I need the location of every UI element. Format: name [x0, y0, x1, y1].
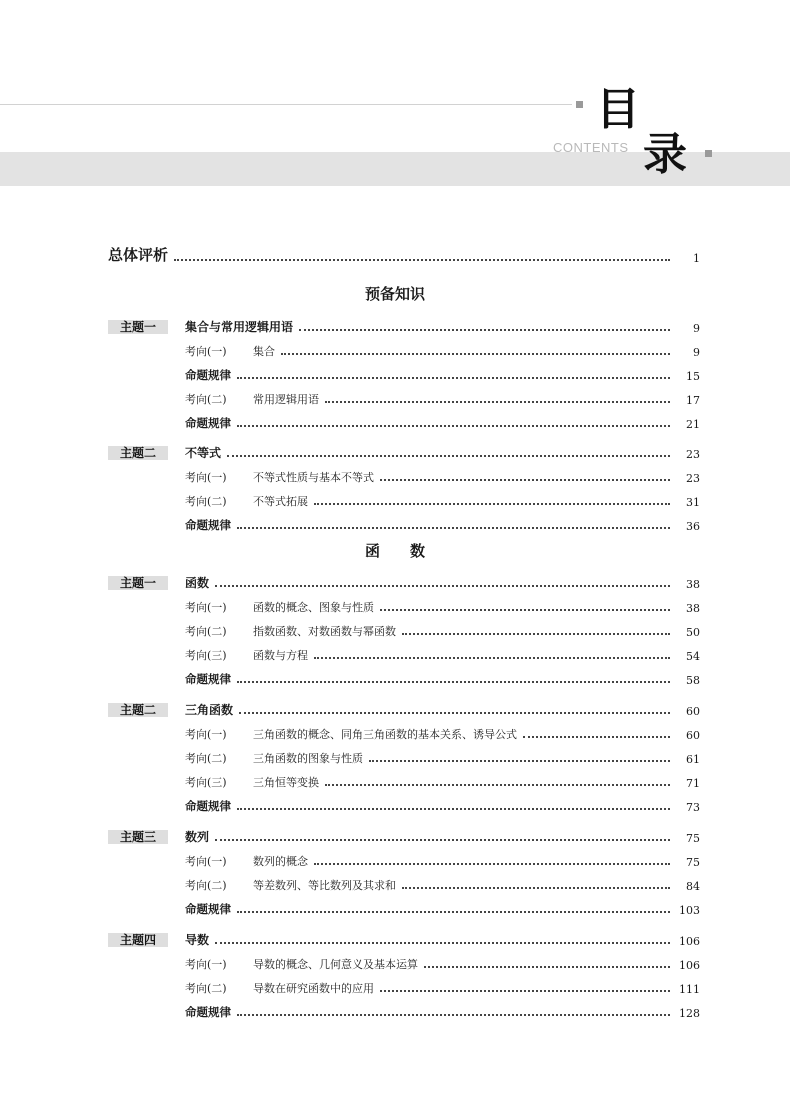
toc-overview-entry[interactable] — [108, 247, 700, 265]
leader-dots — [402, 887, 670, 889]
rule-label: 命题规律 — [185, 799, 231, 813]
rule-label: 命题规律 — [185, 518, 231, 532]
rule-label: 命题规律 — [185, 1005, 231, 1019]
direction-text: 不等式拓展 — [253, 495, 308, 508]
leader-dots — [314, 657, 670, 659]
toc-rule-entry[interactable] — [185, 1002, 700, 1020]
page-number: 128 — [679, 1007, 700, 1020]
toc-direction-entry[interactable] — [185, 467, 700, 485]
leader-dots — [237, 1014, 670, 1016]
rule-label: 命题规律 — [185, 416, 231, 430]
page-number: 23 — [686, 448, 700, 461]
toc-direction-entry[interactable] — [185, 341, 700, 359]
toc-rule-entry[interactable] — [185, 365, 700, 383]
toc-direction-entry[interactable] — [185, 748, 700, 766]
toc-direction-entry[interactable] — [185, 597, 700, 615]
page-number: 71 — [686, 777, 700, 790]
section-title-text: 函 数 — [364, 542, 425, 560]
direction-number: 考向(二) — [185, 625, 227, 638]
page-number: 15 — [686, 370, 700, 383]
leader-dots — [314, 503, 670, 505]
leader-dots — [215, 942, 670, 944]
direction-label — [185, 493, 308, 509]
direction-text: 指数函数、对数函数与幂函数 — [253, 625, 396, 638]
page-number: 75 — [686, 832, 700, 845]
direction-number: 考向(二) — [185, 393, 227, 406]
leader-dots — [523, 736, 670, 738]
toc-topic-entry[interactable] — [185, 317, 700, 335]
page-number: 38 — [686, 602, 700, 615]
direction-text: 数列的概念 — [253, 855, 308, 868]
toc-direction-entry[interactable] — [185, 851, 700, 869]
header-square-marker — [576, 101, 583, 108]
direction-label — [185, 750, 363, 766]
direction-text: 集合 — [253, 345, 275, 358]
topic-title: 不等式 — [185, 446, 222, 460]
page-number: 60 — [686, 729, 700, 742]
topic-title: 集合与常用逻辑用语 — [185, 320, 294, 334]
topic-badge: 主题三 — [108, 830, 168, 844]
page-number: 23 — [686, 472, 700, 485]
page-number: 9 — [693, 322, 700, 335]
topic-badge: 主题四 — [108, 933, 168, 947]
page-number: 54 — [686, 650, 700, 663]
direction-text: 导数在研究函数中的应用 — [253, 982, 374, 995]
direction-label — [185, 647, 308, 663]
page-number: 106 — [679, 959, 700, 972]
direction-label — [185, 343, 275, 359]
toc-direction-entry[interactable] — [185, 645, 700, 663]
direction-label — [185, 469, 374, 485]
page-number: 38 — [686, 578, 700, 591]
page-number: 61 — [686, 753, 700, 766]
direction-text: 等差数列、等比数列及其求和 — [253, 879, 396, 892]
topic-badge: 主题二 — [108, 703, 168, 717]
direction-text: 不等式性质与基本不等式 — [253, 471, 374, 484]
toc-topic-entry[interactable] — [185, 573, 700, 591]
direction-text: 函数与方程 — [253, 649, 308, 662]
direction-text: 函数的概念、图象与性质 — [253, 601, 374, 614]
leader-dots — [299, 329, 670, 331]
toc-rule-entry[interactable] — [185, 899, 700, 917]
page-number: 75 — [686, 856, 700, 869]
toc-topic-entry[interactable] — [185, 930, 700, 948]
leader-dots — [380, 609, 670, 611]
page-number: 111 — [679, 983, 700, 996]
page-number: 103 — [679, 904, 700, 917]
rule-label: 命题规律 — [185, 902, 231, 916]
direction-number: 考向(二) — [185, 879, 227, 892]
toc-rule-entry[interactable] — [185, 669, 700, 687]
leader-dots — [237, 527, 670, 529]
header-title-char-1: 目 — [596, 84, 640, 135]
rule-label: 命题规律 — [185, 672, 231, 686]
header-subtitle: CONTENTS — [553, 140, 629, 155]
direction-number: 考向(一) — [185, 958, 227, 971]
page-number: 1 — [693, 252, 700, 265]
direction-label — [185, 877, 396, 893]
section-title-text: 预备知识 — [364, 285, 425, 303]
direction-text: 三角函数的图象与性质 — [253, 752, 363, 765]
topic-badge: 主题一 — [108, 576, 168, 590]
toc-topic-entry[interactable] — [185, 443, 700, 461]
toc-rule-entry[interactable] — [185, 515, 700, 533]
toc-overview-label: 总体评析 — [108, 246, 169, 264]
leader-dots — [281, 353, 670, 355]
direction-number: 考向(一) — [185, 471, 227, 484]
topic-badge: 主题一 — [108, 320, 168, 334]
leader-dots — [380, 990, 670, 992]
direction-number: 考向(一) — [185, 601, 227, 614]
toc-direction-entry[interactable] — [185, 978, 700, 996]
leader-dots — [237, 808, 670, 810]
direction-label — [185, 623, 396, 639]
topic-title: 导数 — [185, 933, 210, 947]
direction-text: 三角函数的概念、同角三角函数的基本关系、诱导公式 — [253, 728, 517, 741]
page-number: 50 — [686, 626, 700, 639]
direction-number: 考向(二) — [185, 495, 227, 508]
direction-text: 导数的概念、几何意义及基本运算 — [253, 958, 418, 971]
topic-title: 函数 — [185, 576, 210, 590]
leader-dots — [239, 712, 670, 714]
direction-number: 考向(二) — [185, 752, 227, 765]
leader-dots — [325, 401, 670, 403]
topic-title: 三角函数 — [185, 703, 234, 717]
page-number: 60 — [686, 705, 700, 718]
direction-number: 考向(二) — [185, 982, 227, 995]
header-rule-line — [0, 104, 572, 105]
direction-label — [185, 599, 374, 615]
leader-dots — [237, 911, 670, 913]
direction-number: 考向(一) — [185, 345, 227, 358]
leader-dots — [174, 259, 670, 261]
toc-direction-entry[interactable] — [185, 954, 700, 972]
direction-label — [185, 774, 319, 790]
page-number: 31 — [686, 496, 700, 509]
direction-number: 考向(一) — [185, 855, 227, 868]
direction-label — [185, 956, 418, 972]
direction-label — [185, 391, 319, 407]
leader-dots — [237, 681, 670, 683]
toc-direction-entry[interactable] — [185, 875, 700, 893]
header-square-marker — [705, 150, 712, 157]
leader-dots — [237, 425, 670, 427]
leader-dots — [424, 966, 670, 968]
direction-label — [185, 853, 308, 869]
toc-direction-entry[interactable] — [185, 389, 700, 407]
direction-number: 考向(一) — [185, 728, 227, 741]
direction-text: 常用逻辑用语 — [253, 393, 319, 406]
toc-topic-entry[interactable] — [185, 700, 700, 718]
toc-direction-entry[interactable] — [185, 772, 700, 790]
page-number: 58 — [686, 674, 700, 687]
section-title — [0, 283, 790, 304]
toc-rule-entry[interactable] — [185, 413, 700, 431]
toc-direction-entry[interactable] — [185, 491, 700, 509]
leader-dots — [227, 455, 670, 457]
leader-dots — [369, 760, 670, 762]
rule-label: 命题规律 — [185, 368, 231, 382]
direction-label — [185, 726, 517, 742]
direction-label — [185, 980, 374, 996]
direction-number: 考向(三) — [185, 776, 227, 789]
leader-dots — [380, 479, 670, 481]
direction-number: 考向(三) — [185, 649, 227, 662]
header-title-char-2: 录 — [643, 129, 687, 180]
page-number: 106 — [679, 935, 700, 948]
toc-rule-entry[interactable] — [185, 796, 700, 814]
page-number: 73 — [686, 801, 700, 814]
toc-direction-entry[interactable] — [185, 724, 700, 742]
page-number: 17 — [686, 394, 700, 407]
page-number: 21 — [686, 418, 700, 431]
page-number: 9 — [693, 346, 700, 359]
toc-topic-entry[interactable] — [185, 827, 700, 845]
toc-direction-entry[interactable] — [185, 621, 700, 639]
topic-title: 数列 — [185, 830, 210, 844]
section-title — [0, 540, 790, 561]
page-number: 36 — [686, 520, 700, 533]
leader-dots — [314, 863, 670, 865]
leader-dots — [215, 585, 670, 587]
page-number: 84 — [686, 880, 700, 893]
leader-dots — [215, 839, 670, 841]
leader-dots — [237, 377, 670, 379]
leader-dots — [402, 633, 670, 635]
topic-badge: 主题二 — [108, 446, 168, 460]
leader-dots — [325, 784, 670, 786]
direction-text: 三角恒等变换 — [253, 776, 319, 789]
